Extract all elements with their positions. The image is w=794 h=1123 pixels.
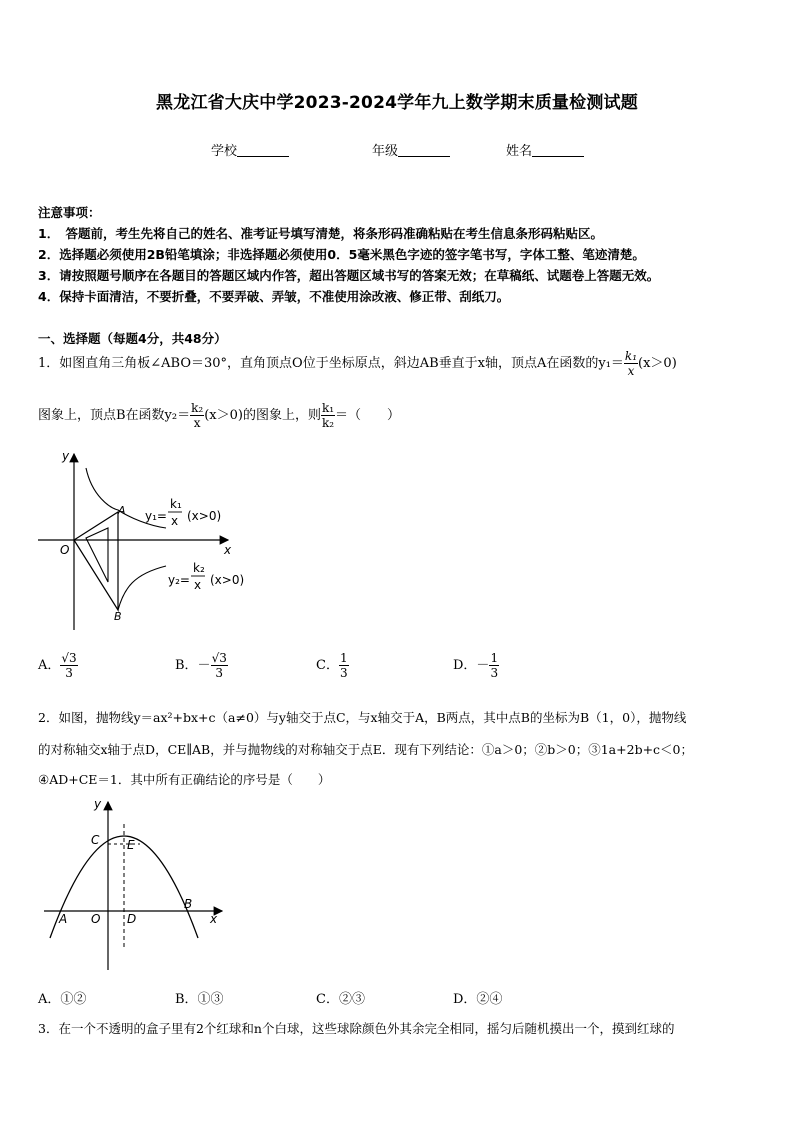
x-label: x xyxy=(210,912,218,926)
x-label: x xyxy=(224,543,232,557)
eq1-cond: (x>0) xyxy=(187,509,222,523)
section-heading: 一、选择题（每题4分，共48分） xyxy=(38,331,227,346)
option-c-fraction: $\frac{1}{3}$ xyxy=(339,651,348,680)
q3-line1: 3．在一个不透明的盒子里有2个红球和n个白球，这些球除颜色外其余完全相同，摇匀后随机摸出一个，摸到红球的 xyxy=(38,1021,675,1036)
q1-figure xyxy=(30,448,270,638)
q1-option-a[interactable]: A． $\frac{√3}{3}$ xyxy=(38,651,77,680)
eq1-lhs: y₁= xyxy=(145,509,167,523)
q2-line2: 的对称轴交x轴于点D，CE∥AB，并与抛物线的对称轴交于点E．现有下列结论：①a＞0；②b＞0；③1a+2b+c＜0； xyxy=(38,742,693,757)
point-d-label: D xyxy=(127,912,137,926)
q1-fraction-k1-k2: $\frac{\text{k₁}}{\text{k₂}}$ xyxy=(321,401,335,430)
q1-option-b[interactable]: B．－ $\frac{√3}{3}$ xyxy=(175,651,227,680)
eq2-num: k₂ xyxy=(193,561,205,575)
triangle-inner xyxy=(86,528,108,582)
grade-blank xyxy=(398,143,450,157)
school-field xyxy=(211,140,289,159)
q1-line2 xyxy=(38,402,400,429)
q2-line3: ④AD+CE＝1．其中所有正确结论的序号是（ ） xyxy=(38,772,331,787)
q1-cond-2: (x＞0)的图象上，则 xyxy=(204,408,321,423)
option-a-fraction: $\frac{√3}{3}$ xyxy=(61,651,77,680)
point-c-label: C xyxy=(91,833,100,847)
eq2-den: x xyxy=(194,578,202,592)
q2-option-a[interactable]: A．①② xyxy=(38,992,87,1007)
point-a-label: A xyxy=(59,912,68,926)
eq1-den: x xyxy=(171,514,179,528)
y-label: y xyxy=(94,798,102,811)
q2-figure xyxy=(36,798,236,974)
q1-line1 xyxy=(38,350,677,377)
origin-label: O xyxy=(91,912,101,926)
notice-item: 3．请按照题号顺序在各题目的答题区域内作答，超出答题区域书写的答案无效；在草稿纸、试题卷上答题无效。 xyxy=(38,268,660,283)
q1-option-c[interactable]: C． $\frac{1}{3}$ xyxy=(316,651,348,680)
grade-field xyxy=(372,140,450,159)
q1-fraction-k2-x: $\frac{\text{k₂}}{x}$ xyxy=(191,401,204,430)
notice-heading: 注意事项： xyxy=(38,205,101,220)
page-title: 黑龙江省大庆中学2023-2024学年九上数学期末质量检测试题 xyxy=(156,93,638,113)
option-d-fraction: $\frac{1}{3}$ xyxy=(490,651,499,680)
eq2-lhs: y₂= xyxy=(168,573,190,587)
q2-line1: 2．如图，抛物线y＝ax²+bx+c（a≠0）与y轴交于点C，与x轴交于A，B两点，其中点B的坐标为B（1，0），抛物线 xyxy=(38,710,687,725)
q2-option-b[interactable]: B．①③ xyxy=(175,992,224,1007)
name-field xyxy=(506,140,584,159)
q1-cond-1: (x＞0) xyxy=(638,356,677,371)
origin-label: O xyxy=(60,543,70,557)
q1-fraction-k1-x: $\frac{\text{k₁}}{x}$ xyxy=(624,349,638,378)
eq1-num: k₁ xyxy=(170,497,182,511)
q1-text-1: 1．如图直角三角板∠ABO＝30°，直角顶点O位于坐标原点，斜边AB垂直于x轴，顶点A在函数的y₁＝ xyxy=(38,356,624,371)
curve-y2 xyxy=(118,566,166,610)
point-b-label: B xyxy=(114,610,122,623)
school-label: 学校 xyxy=(211,144,238,159)
point-a-label: A xyxy=(118,504,126,517)
grade-label: 年级 xyxy=(372,144,399,159)
q2-option-c[interactable]: C．②③ xyxy=(316,992,365,1007)
notice-item: 4．保持卡面清洁，不要折叠，不要弄破、弄皱，不准使用涂改液、修正带、刮纸刀。 xyxy=(38,289,510,304)
q1-option-d[interactable]: D．－ $\frac{1}{3}$ xyxy=(453,651,499,680)
notice-item: 2．选择题必须使用2B铅笔填涂；非选择题必须使用0．5毫米黑色字迹的签字笔书写，字体工整、笔迹清楚。 xyxy=(38,247,645,262)
triangle-outer xyxy=(74,512,118,610)
point-e-label: E xyxy=(127,838,135,852)
q1-text-2: 图象上，顶点B在函数y₂＝ xyxy=(38,408,191,423)
point-b-label: B xyxy=(184,897,193,911)
name-blank xyxy=(532,143,584,157)
q2-option-d[interactable]: D．②④ xyxy=(453,992,503,1007)
y-label: y xyxy=(62,449,70,463)
name-label: 姓名 xyxy=(506,144,533,159)
school-blank xyxy=(237,143,289,157)
eq2-cond: (x>0) xyxy=(210,573,245,587)
q1-text-3: ＝（ ） xyxy=(335,408,401,423)
option-b-fraction: $\frac{√3}{3}$ xyxy=(211,651,227,680)
notice-item: 1． 答题前，考生先将自己的姓名、准考证号填写清楚，将条形码准确粘贴在考生信息条形码粘贴区。 xyxy=(38,226,603,241)
